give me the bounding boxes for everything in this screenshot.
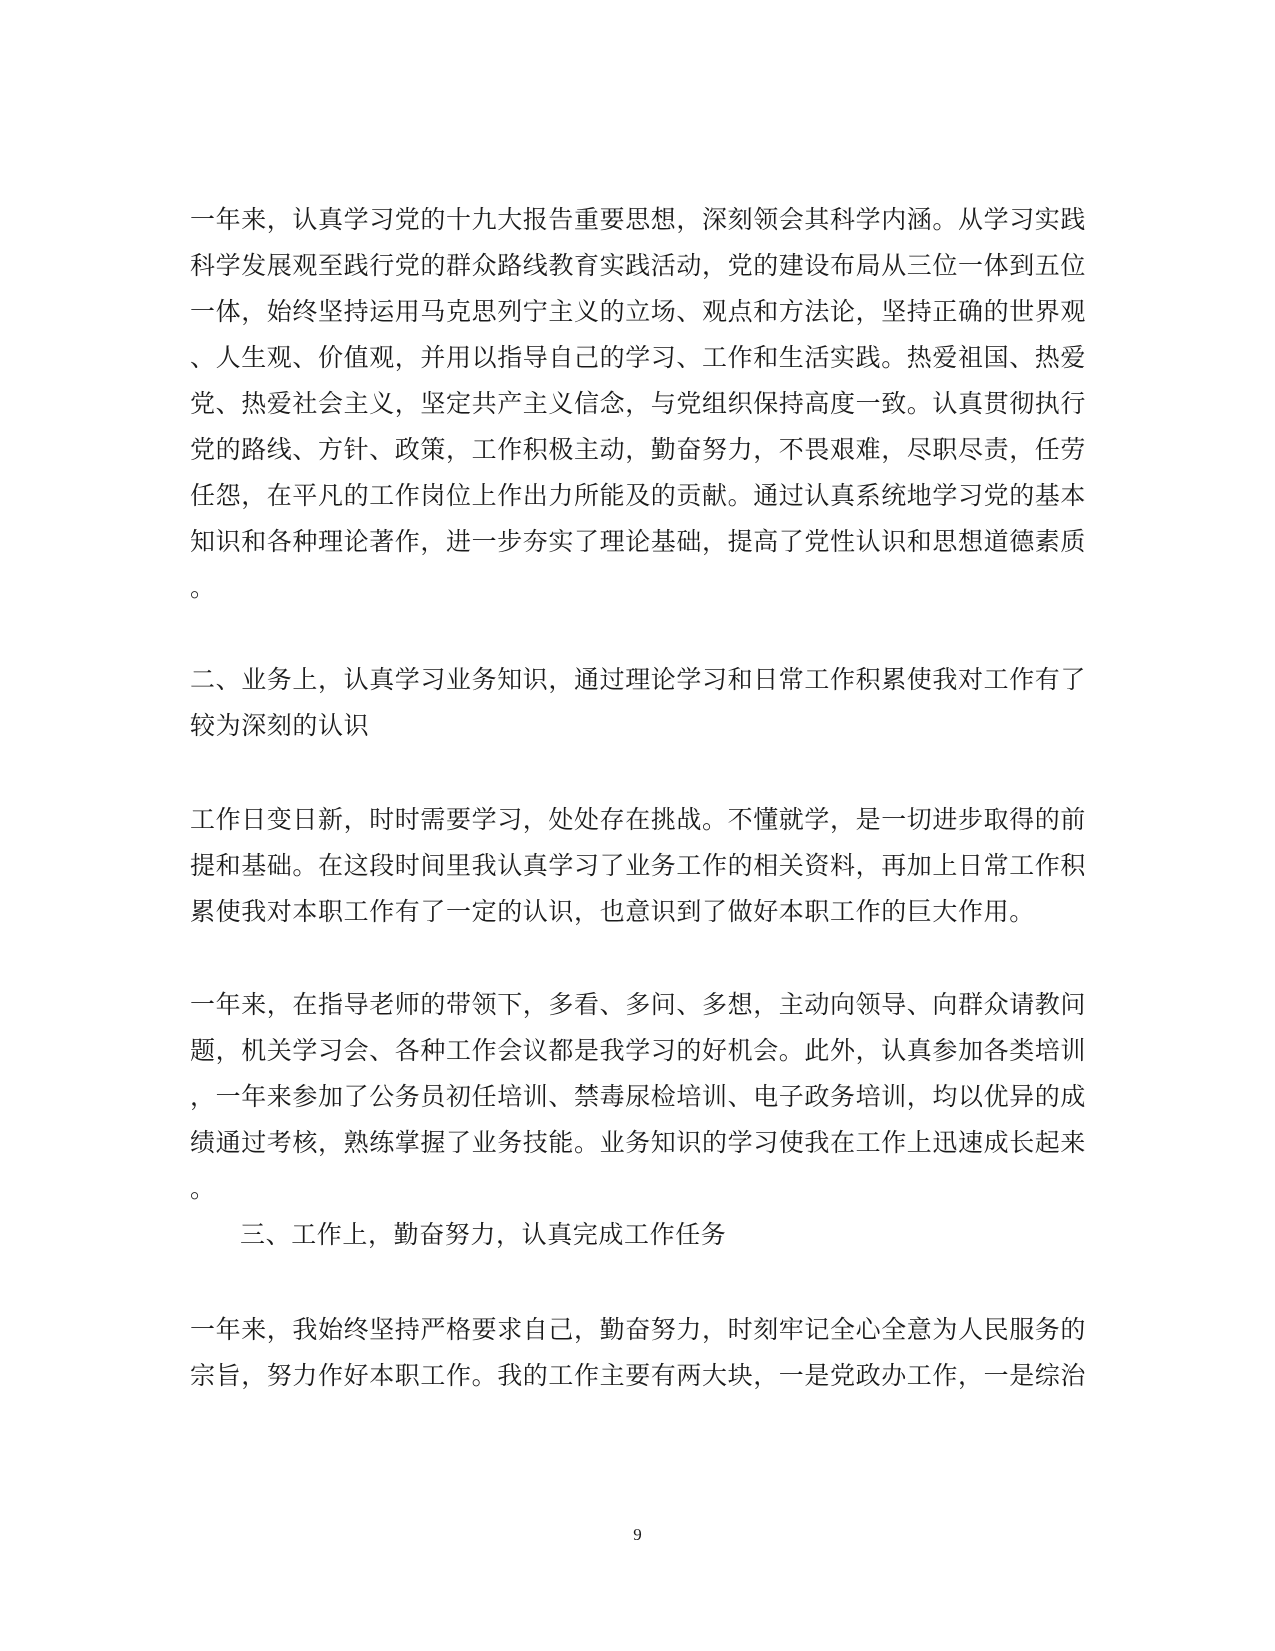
paragraph-1-line-8: 知识和各种理论著作，进一步夯实了理论基础，提高了党性认识和思想道德素质 [190,527,1087,556]
paragraph-4-line-3: ，一年来参加了公务员初任培训、禁毒尿检培训、电子政务培训，均以优异的成 [190,1082,1087,1111]
paragraph-1-line-3: 一体，始终坚持运用马克思列宁主义的立场、观点和方法论，坚持正确的世界观 [190,297,1087,326]
section-heading-3: 三、工作上，勤奋努力，认真完成工作任务 [240,1220,727,1249]
paragraph-1-line-4: 、人生观、价值观，并用以指导自己的学习、工作和生活实践。热爱祖国、热爱 [190,343,1087,372]
paragraph-1-line-7: 任怨，在平凡的工作岗位上作出力所能及的贡献。通过认真系统地学习党的基本 [190,481,1087,510]
paragraph-1-line-9: 。 [190,573,216,602]
page-number: 9 [633,1525,642,1544]
paragraph-1-line-6: 党的路线、方针、政策，工作积极主动，勤奋努力，不畏艰难，尽职尽责，任劳 [190,435,1087,464]
paragraph-3-line-3: 累使我对本职工作有了一定的认识，也意识到了做好本职工作的巨大作用。 [190,897,1035,926]
paragraph-1-line-1: 一年来，认真学习党的十九大报告重要思想，深刻领会其科学内涵。从学习实践 [190,205,1087,234]
paragraph-4-line-5: 。 [190,1174,216,1203]
paragraph-6-line-2: 宗旨，努力作好本职工作。我的工作主要有两大块，一是党政办工作，一是综治 [190,1361,1087,1390]
paragraph-1-line-2: 科学发展观至践行党的群众路线教育实践活动，党的建设布局从三位一体到五位 [190,251,1087,280]
section-heading-2-line-1: 二、业务上，认真学习业务知识，通过理论学习和日常工作积累使我对工作有了 [190,665,1087,694]
paragraph-1-line-5: 党、热爱社会主义，坚定共产主义信念，与党组织保持高度一致。认真贯彻执行 [190,389,1087,418]
paragraph-3-line-1: 工作日变日新，时时需要学习，处处存在挑战。不懂就学，是一切进步取得的前 [190,805,1087,834]
paragraph-6-line-1: 一年来，我始终坚持严格要求自己，勤奋努力，时刻牢记全心全意为人民服务的 [190,1315,1087,1344]
paragraph-4-line-4: 绩通过考核，熟练掌握了业务技能。业务知识的学习使我在工作上迅速成长起来 [190,1128,1087,1157]
paragraph-4-line-1: 一年来，在指导老师的带领下，多看、多问、多想，主动向领导、向群众请教问 [190,990,1087,1019]
paragraph-3-line-2: 提和基础。在这段时间里我认真学习了业务工作的相关资料，再加上日常工作积 [190,851,1087,880]
section-heading-2-line-2: 较为深刻的认识 [190,711,370,740]
paragraph-4-line-2: 题，机关学习会、各种工作会议都是我学习的好机会。此外，认真参加各类培训 [190,1036,1087,1065]
